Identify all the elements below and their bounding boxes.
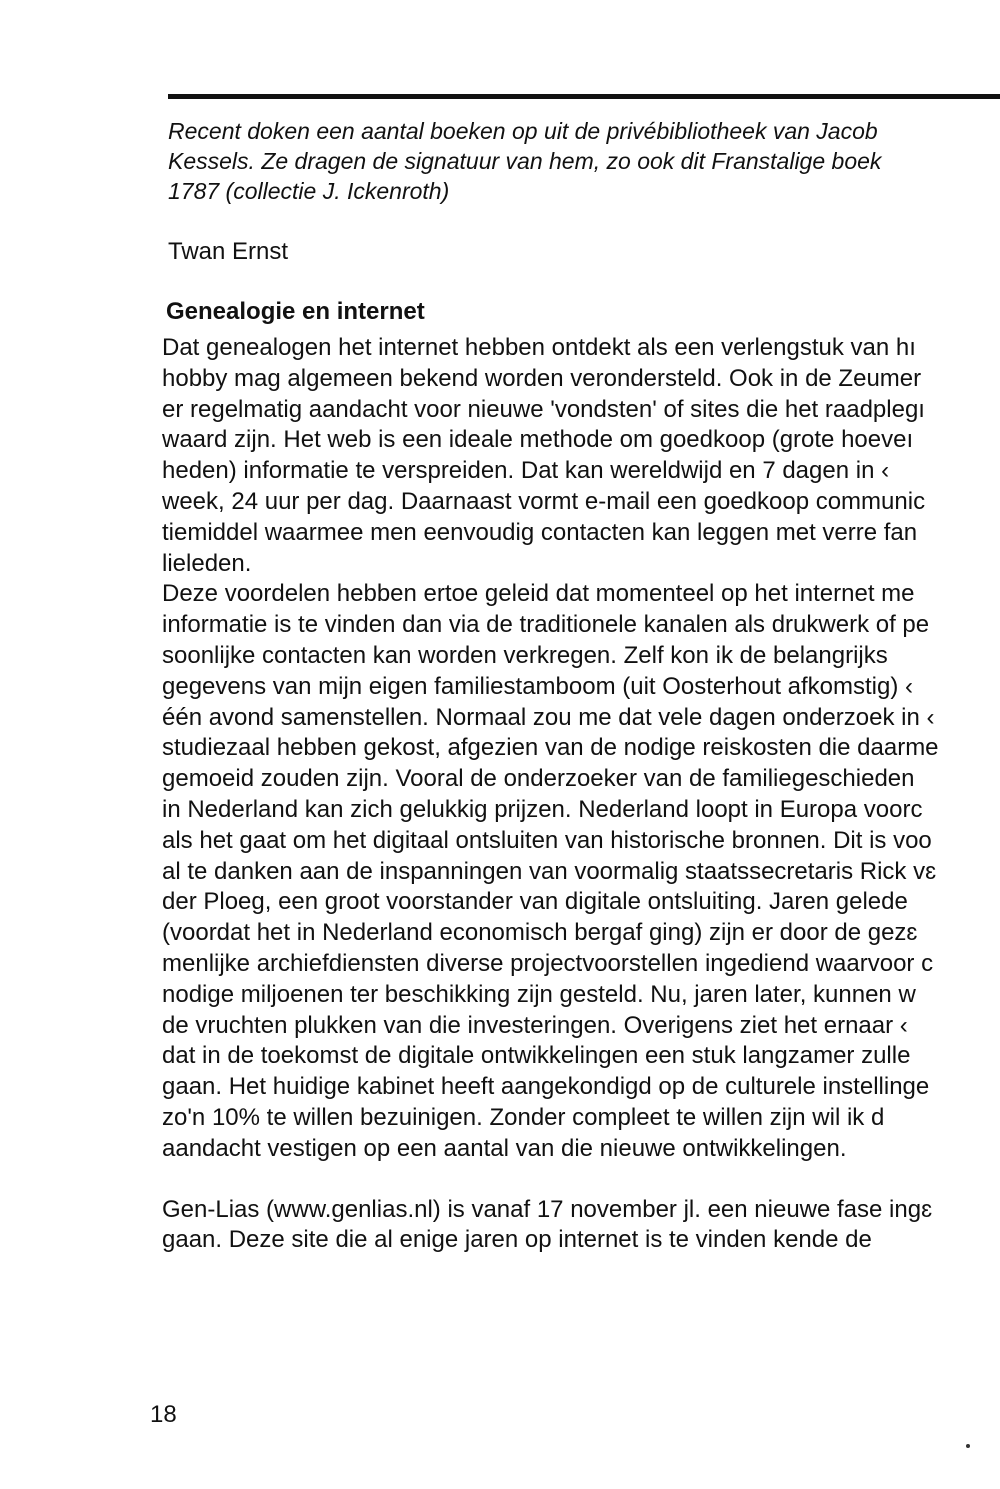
text-line: gaan. Het huidige kabinet heeft aangekondigd op de culturele instellinge — [162, 1073, 930, 1101]
article-body — [162, 333, 1000, 1256]
text-line: week, 24 uur per dag. Daarnaast vormt e-mail een goedkoop communic — [162, 487, 926, 515]
text-line: gegevens van mijn eigen familiestamboom (uit Oosterhout afkomstig) ‹ — [162, 672, 914, 700]
text-line: dat in de toekomst de digitale ontwikkelingen een stuk langzamer zulle — [162, 1042, 911, 1070]
text-line: Deze voordelen hebben ertoe geleid dat momenteel op het internet me — [162, 580, 915, 608]
paragraph-gap — [162, 1165, 1000, 1195]
text-line: lieleden. — [162, 549, 252, 577]
text-line: nodige miljoenen ter beschikking zijn gesteld. Nu, jaren later, kunnen w — [162, 980, 916, 1008]
caption-line: Recent doken een aantal boeken op uit de privébibliotheek van Jacob — [168, 118, 878, 144]
text-line: menlijke archiefdiensten diverse projectvoorstellen ingediend waarvoor c — [162, 949, 934, 977]
scan-speck — [966, 1444, 970, 1448]
caption-line: 1787 (collectie J. Ickenroth) — [168, 178, 450, 204]
text-line: gemoeid zouden zijn. Vooral de onderzoeker van de familiegeschieden — [162, 765, 915, 793]
text-line: al te danken aan de inspanningen van voormalig staatssecretaris Rick vɛ — [162, 857, 937, 885]
text-line: in Nederland kan zich gelukkig prijzen. Nederland loopt in Europa voorc — [162, 795, 923, 823]
text-line: (voordat het in Nederland economisch bergaf ging) zijn er door de gezɛ — [162, 919, 918, 947]
text-line: één avond samenstellen. Normaal zou me dat vele dagen onderzoek in ‹ — [162, 703, 935, 731]
text-line: er regelmatig aandacht voor nieuwe 'vondsten' of sites die het raadplegı — [162, 395, 925, 423]
text-line: heden) informatie te verspreiden. Dat kan wereldwijd en 7 dagen in ‹ — [162, 457, 890, 485]
text-line: de vruchten plukken van die investeringen. Overigens ziet het ernaar ‹ — [162, 1011, 908, 1039]
text-line: zo'n 10% te willen bezuinigen. Zonder compleet te willen zijn wil ik d — [162, 1103, 885, 1131]
text-line: aandacht vestigen op een aantal van die nieuwe ontwikkelingen. — [162, 1134, 847, 1162]
photo-caption — [168, 116, 1000, 206]
paragraph-2 — [162, 579, 1000, 1164]
text-line: gaan. Deze site die al enige jaren op internet is te vinden kende de — [162, 1226, 872, 1254]
page-number: 18 — [150, 1401, 177, 1428]
text-line: waard zijn. Het web is een ideale methode om goedkoop (grote hoeveı — [162, 426, 914, 454]
author-name: Twan Ernst — [168, 238, 289, 265]
text-line: informatie is te vinden dan via de traditionele kanalen als drukwerk of pe — [162, 611, 930, 639]
text-line: studiezaal hebben gekost, afgezien van de nodige reiskosten die daarme — [162, 734, 939, 762]
text-line: der Ploeg, een groot voorstander van digitale ontsluiting. Jaren gelede — [162, 888, 908, 916]
paragraph-1 — [162, 333, 1000, 579]
paragraph-3 — [162, 1195, 1000, 1257]
text-line: Gen-Lias (www.genlias.nl) is vanaf 17 november jl. een nieuwe fase ingɛ — [162, 1195, 933, 1223]
article-heading: Genealogie en internet — [166, 298, 425, 325]
text-line: tiemiddel waarmee men eenvoudig contacten kan leggen met verre fan — [162, 518, 918, 546]
text-line: soonlijke contacten kan worden verkregen. Zelf kon ik de belangrijks — [162, 641, 888, 669]
caption-line: Kessels. Ze dragen de signatuur van hem, zo ook dit Franstalige boek — [168, 148, 882, 174]
text-line: als het gaat om het digitaal ontsluiten van historische bronnen. Dit is voo — [162, 826, 932, 854]
text-line: Dat genealogen het internet hebben ontdekt als een verlengstuk van hı — [162, 334, 916, 361]
text-line: hobby mag algemeen bekend worden verondersteld. Ook in de Zeumer — [162, 364, 922, 392]
top-rule — [168, 94, 1000, 99]
